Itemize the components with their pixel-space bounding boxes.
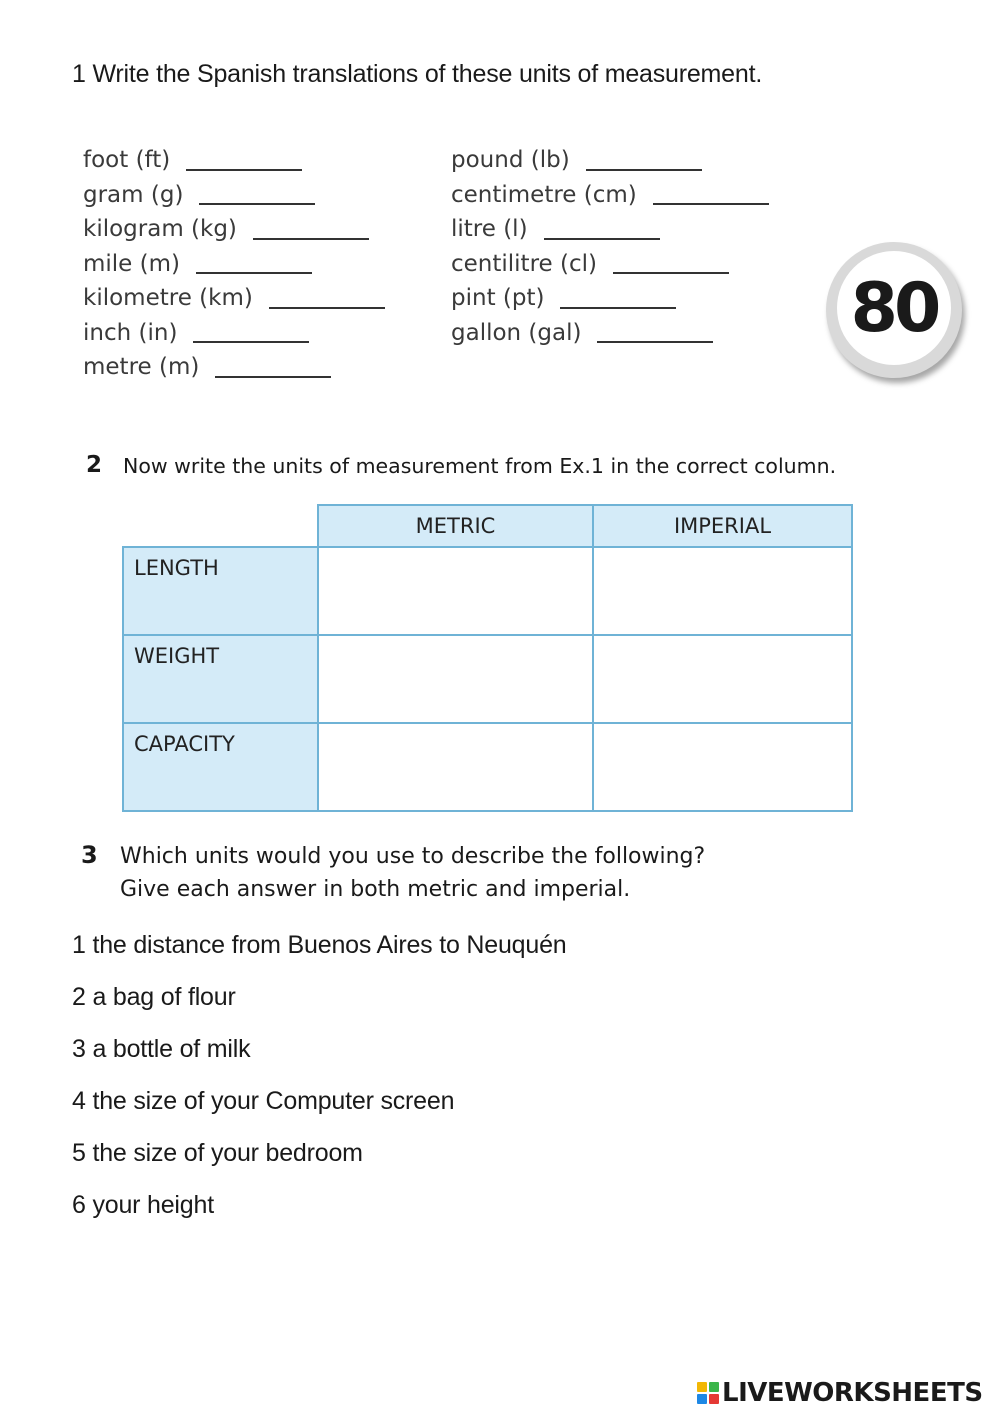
unit-label: kilometre (km): [83, 285, 253, 312]
exercise-3-instruction-line: Which units would you use to describe the following?: [120, 844, 706, 869]
answer-cell[interactable]: [318, 723, 593, 811]
liveworksheets-icon: [697, 1382, 719, 1404]
exercise-2-number: 2: [86, 452, 103, 478]
unit-item: [83, 247, 385, 282]
row-header-capacity: CAPACITY: [123, 723, 318, 811]
exercise-2-instruction: Now write the units of measurement from Ex.1 in the correct column.: [123, 454, 837, 478]
unit-label: centilitre (cl): [451, 250, 597, 277]
question-item: 6 your height: [72, 1191, 214, 1219]
answer-blank[interactable]: [193, 340, 309, 343]
answer-cell[interactable]: [318, 547, 593, 635]
speed-limit-value: 80: [837, 251, 951, 365]
answer-blank[interactable]: [560, 306, 676, 309]
exercise-3-number: 3: [81, 841, 98, 869]
unit-label: mile (m): [83, 250, 180, 277]
unit-label: litre (l): [451, 216, 528, 243]
answer-blank[interactable]: [196, 271, 312, 274]
answer-blank[interactable]: [186, 168, 302, 171]
unit-label: gallon (gal): [451, 319, 582, 346]
answer-blank[interactable]: [613, 271, 729, 274]
table-corner: [123, 505, 318, 547]
unit-item: [83, 316, 385, 351]
unit-label: gram (g): [83, 181, 184, 208]
column-header-imperial: IMPERIAL: [593, 505, 852, 547]
answer-blank[interactable]: [653, 202, 769, 205]
unit-label: inch (in): [83, 319, 178, 346]
unit-item: [83, 212, 385, 247]
answer-blank[interactable]: [586, 168, 702, 171]
unit-item: [83, 178, 385, 213]
answer-blank[interactable]: [544, 237, 660, 240]
unit-label: kilogram (kg): [83, 216, 237, 243]
answer-blank[interactable]: [597, 340, 713, 343]
question-item: 4 the size of your Computer screen: [72, 1087, 455, 1115]
unit-label: foot (ft): [83, 147, 171, 174]
question-item: 1 the distance from Buenos Aires to Neuquén: [72, 931, 567, 959]
units-list-right: [451, 143, 769, 350]
column-header-metric: METRIC: [318, 505, 593, 547]
units-list-left: [83, 143, 385, 385]
unit-item: [451, 316, 769, 351]
unit-label: pound (lb): [451, 147, 570, 174]
unit-label: centimetre (cm): [451, 181, 637, 208]
unit-item: [83, 281, 385, 316]
unit-item: [83, 350, 385, 385]
unit-item: [451, 143, 769, 178]
unit-item: [451, 178, 769, 213]
unit-label: metre (m): [83, 354, 200, 381]
answer-blank[interactable]: [269, 306, 385, 309]
answer-cell[interactable]: [593, 723, 852, 811]
question-item: 5 the size of your bedroom: [72, 1139, 363, 1167]
exercise-3-instruction: [120, 840, 705, 906]
question-item: 3 a bottle of milk: [72, 1035, 251, 1063]
unit-item: [451, 281, 769, 316]
liveworksheets-logo[interactable]: [697, 1378, 983, 1408]
exercise-1-title: 1 Write the Spanish translations of these units of measurement.: [72, 60, 763, 88]
answer-blank[interactable]: [253, 237, 369, 240]
liveworksheets-wordmark: LIVEWORKSHEETS: [722, 1378, 983, 1408]
row-header-length: LENGTH: [123, 547, 318, 635]
speed-limit-sign: [826, 242, 962, 378]
answer-blank[interactable]: [199, 202, 315, 205]
row-header-weight: WEIGHT: [123, 635, 318, 723]
units-table: [122, 504, 853, 812]
question-item: 2 a bag of flour: [72, 983, 236, 1011]
answer-cell[interactable]: [593, 635, 852, 723]
exercise-3-instruction-line: Give each answer in both metric and imperial.: [120, 877, 631, 902]
unit-item: [451, 212, 769, 247]
unit-item: [83, 143, 385, 178]
answer-blank[interactable]: [215, 375, 331, 378]
unit-label: pint (pt): [451, 285, 545, 312]
unit-item: [451, 247, 769, 282]
answer-cell[interactable]: [593, 547, 852, 635]
answer-cell[interactable]: [318, 635, 593, 723]
